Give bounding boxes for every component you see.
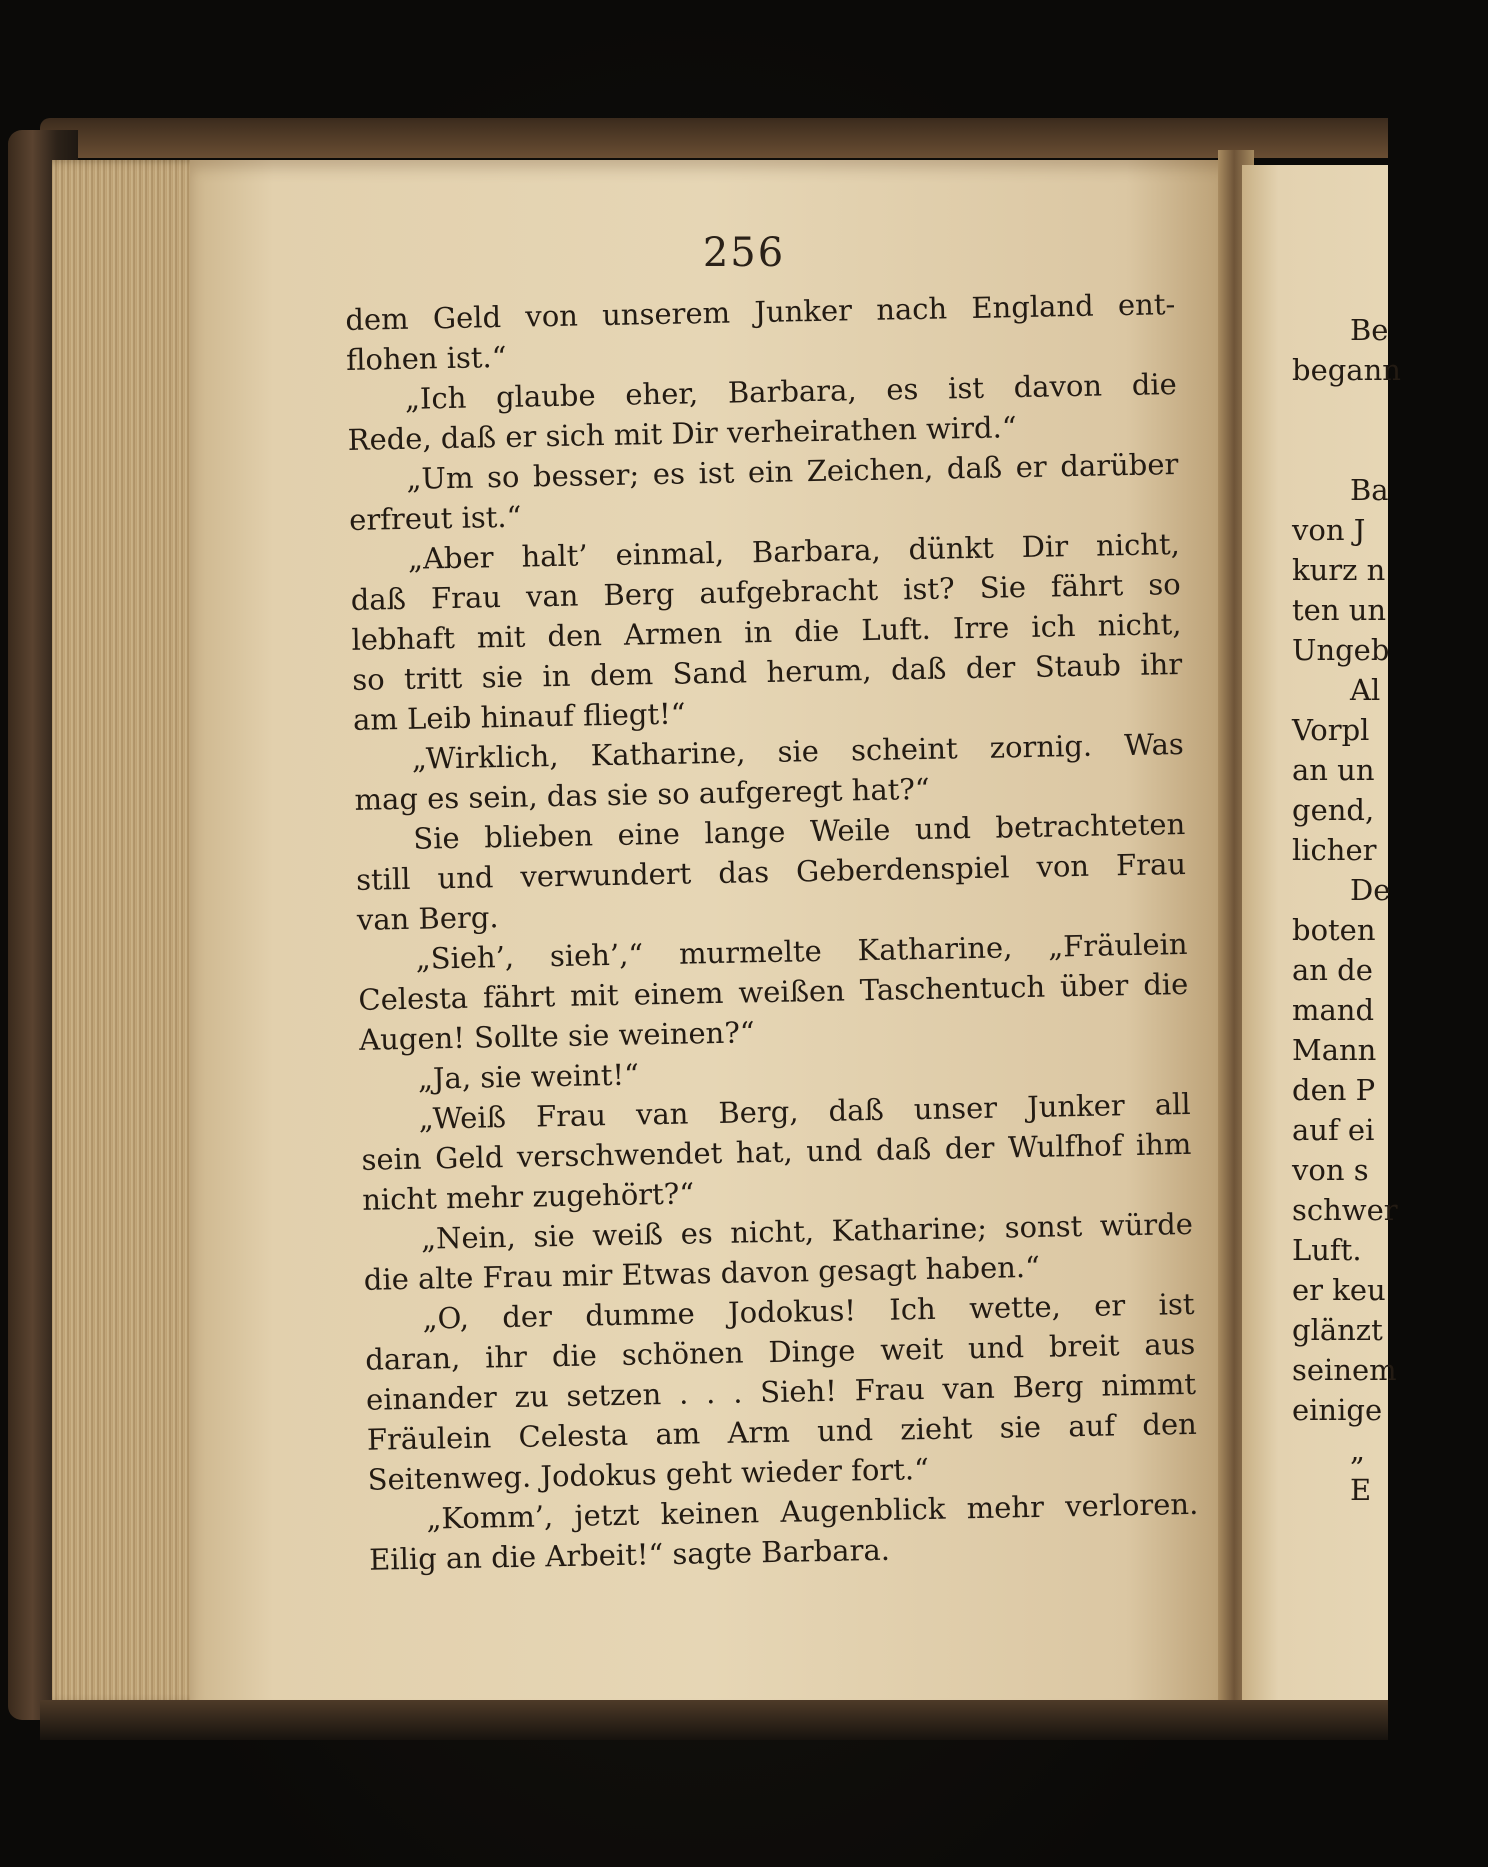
facing-text-line: gend, (1292, 793, 1375, 827)
facing-text-line (1292, 430, 1388, 470)
text-line: van Berg. (356, 900, 499, 937)
facing-text-line: einige (1292, 1393, 1383, 1427)
text-line: erfreut ist.“ (348, 499, 522, 537)
text-line: Sie blieben eine lange Weile und betrachteten (413, 806, 1186, 856)
facing-text-line: an un (1292, 753, 1375, 787)
text-line: mag es sein, das sie so aufgeregt hat?“ (354, 771, 931, 817)
facing-text-line: glänzt (1292, 1313, 1383, 1347)
facing-text-line: von s (1292, 1153, 1369, 1187)
book-cover-top (40, 118, 1388, 158)
facing-text-line: licher (1292, 833, 1377, 867)
text-line: „Ich glaube eher, Barbara, es ist davon die (404, 367, 1178, 416)
text-line: einander zu setzen . . . Sieh! Frau van Berg nimmt (365, 1366, 1197, 1417)
facing-text-line: schwer (1292, 1193, 1398, 1227)
facing-text-line: den P (1292, 1073, 1376, 1107)
text-line: daß Frau van Berg aufgebracht ist? Sie fährt so (350, 567, 1181, 617)
left-page-text (345, 284, 1199, 1580)
text-line: dem Geld von unserem Junker nach England ent- (345, 287, 1176, 337)
facing-text-line: begann (1292, 353, 1401, 387)
right-page-text (1292, 310, 1401, 1510)
facing-text-line: seinem (1292, 1353, 1397, 1387)
text-line: nicht mehr zugehört?“ (361, 1176, 695, 1217)
text-line: daran, ihr die schönen Dinge weit und breit aus (365, 1326, 1196, 1377)
facing-text-line: Mann (1292, 1033, 1377, 1067)
text-line: sein Geld verschwendet hat, und daß der Wulfhof ihm (361, 1126, 1192, 1177)
facing-text-line: Ungeb (1292, 633, 1390, 667)
text-line: Celesta fährt mit einem weißen Taschentuch über die (358, 966, 1189, 1017)
book-bottom-edge (40, 1700, 1388, 1740)
text-line: „Ja, sie weint!“ (417, 1057, 640, 1096)
facing-text-line: Vorpl (1292, 713, 1370, 747)
facing-text-line: boten (1292, 913, 1376, 947)
facing-text-line: mand (1292, 993, 1375, 1027)
facing-text-line: „ (1350, 1433, 1366, 1467)
text-line: „Wirklich, Katharine, sie scheint zornig. Was (411, 726, 1185, 776)
text-line: Seitenweg. Jodokus geht wieder fort.“ (367, 1452, 930, 1497)
page-edges (52, 160, 212, 1705)
text-line: Eilig an die Arbeit!“ sagte Barbara. (368, 1532, 891, 1577)
text-line: flohen ist.“ (345, 339, 507, 377)
facing-text-line: er keu (1292, 1273, 1386, 1307)
facing-text-line: kurz n (1292, 553, 1386, 587)
facing-text-line: an de (1292, 953, 1373, 987)
facing-text-line: ten un (1292, 593, 1387, 627)
facing-text-line: Luft. (1292, 1233, 1362, 1267)
facing-text-line: Ba (1350, 473, 1389, 507)
text-line: „Um so besser; es ist ein Zeichen, daß er darüber (406, 447, 1179, 496)
text-line: „Sieh’, sieh’,“ murmelte Katharine, „Fräulein (415, 926, 1188, 976)
text-line: „Nein, sie weiß es nicht, Katharine; sonst würde (420, 1206, 1194, 1256)
text-line: still und verwundert das Geberdenspiel von Frau (355, 846, 1187, 897)
page-number: 256 (702, 230, 786, 276)
text-line: „O, der dumme Jodokus! Ich wette, er ist (422, 1286, 1195, 1336)
text-line: „Weiß Frau van Berg, daß unser Junker all (418, 1086, 1191, 1136)
text-line: Augen! Sollte sie weinen?“ (358, 1015, 755, 1057)
facing-text-line: von J (1292, 513, 1366, 547)
facing-text-line: auf ei (1292, 1113, 1375, 1147)
text-line: am Leib hinauf fliegt!“ (352, 696, 686, 737)
text-line: „Aber halt’ einmal, Barbara, dünkt Dir nicht, (407, 527, 1181, 576)
text-line: lebhaft mit den Armen in die Luft. Irre ich nicht, (351, 607, 1182, 657)
facing-text-line: E (1350, 1473, 1372, 1507)
text-line: „Komm’, jetzt keinen Augenblick mehr verloren. (426, 1486, 1199, 1536)
facing-text-line (1292, 390, 1388, 430)
facing-text-line: De (1350, 873, 1391, 907)
text-line: die alte Frau mir Etwas davon gesagt haben.“ (363, 1249, 1041, 1297)
text-line: Fräulein Celesta am Arm und zieht sie auf den (366, 1406, 1198, 1457)
facing-text-line: Be (1350, 313, 1389, 347)
text-line: Rede, daß er sich mit Dir verheirathen wird.“ (347, 410, 1017, 457)
facing-text-line: Al (1350, 673, 1381, 707)
text-line: so tritt sie in dem Sand herum, daß der Staub ihr (351, 646, 1183, 697)
